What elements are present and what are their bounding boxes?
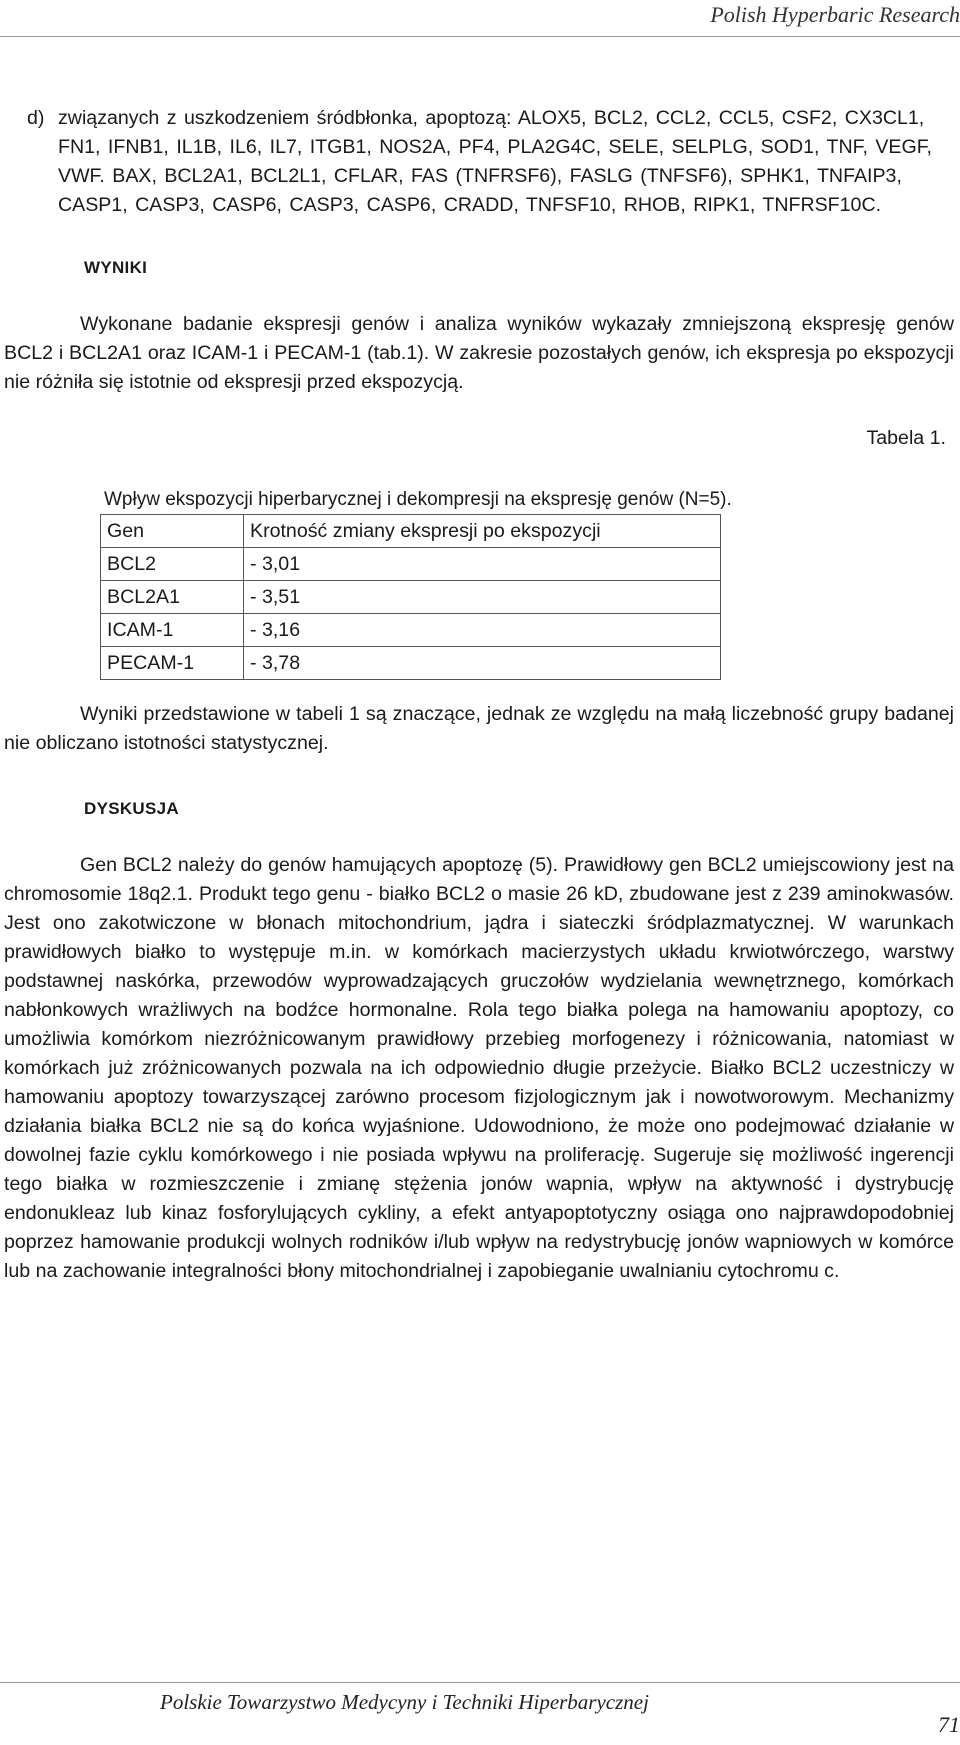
- fold-change-cell: - 3,01: [244, 548, 721, 581]
- gene-cell: PECAM-1: [101, 647, 244, 680]
- table-caption: Wpływ ekspozycji hiperbarycznej i dekompresji na ekspresję genów (N=5).: [104, 489, 732, 510]
- footer-journal-name: Polskie Towarzystwo Medycyny i Techniki Hiperbarycznej: [160, 1690, 649, 1714]
- footer-rule: [0, 1682, 960, 1683]
- fold-change-cell: - 3,16: [244, 614, 721, 647]
- table-label: Tabela 1.: [866, 427, 946, 449]
- page-number: 71: [938, 1712, 960, 1737]
- table-row: [101, 548, 721, 581]
- gene-cell: BCL2A1: [101, 581, 244, 614]
- section-heading-dyskusja: DYSKUSJA: [84, 799, 179, 818]
- table-row: [101, 581, 721, 614]
- wyniki-paragraph: Wykonane badanie ekspresji genów i analiza wyników wykazały zmniejszoną ekspresję genów BCL2 i BCL2A1 oraz ICAM-1 i PECAM-1 (tab.1). W zakresie pozostałych genów, ich ekspresja po ekspozycji nie różniła się istotnie od ekspresji przed ekspozycją.: [4, 313, 954, 393]
- header-rule: [0, 36, 960, 37]
- page-content: [4, 104, 954, 1286]
- gene-cell: BCL2: [101, 548, 244, 581]
- fold-change-cell: - 3,51: [244, 581, 721, 614]
- table-row: [101, 647, 721, 680]
- table-header-row: [101, 515, 721, 548]
- section-heading-wyniki: WYNIKI: [84, 258, 148, 277]
- gene-cell: ICAM-1: [101, 614, 244, 647]
- list-item-d: [4, 104, 954, 220]
- results-note-paragraph: Wyniki przedstawione w tabeli 1 są znaczące, jednak ze względu na małą liczebność grupy badanej nie obliczano istotności statystycznej.: [4, 703, 954, 754]
- fold-change-cell: - 3,78: [244, 647, 721, 680]
- running-head: Polish Hyperbaric Research: [710, 2, 960, 27]
- column-header-fold-change: Krotność zmiany ekspresji po ekspozycji: [244, 515, 721, 548]
- gene-expression-table: [100, 514, 721, 680]
- column-header-gene: Gen: [101, 515, 244, 548]
- gene-list-text: związanych z uszkodzeniem śródbłonka, apoptozą: ALOX5, BCL2, CCL2, CCL5, CSF2, CX3CL1, FN1, IFNB1, IL1B, IL6, IL7, ITGB1, NOS2A, PF4, PLA2G4C, SELE, SELPLG, SOD1, TNF, VEGF, VWF. BAX, BCL2A1, BCL2L1, CFLAR, FAS (TNFRSF6), FASLG (TNFSF6), SPHK1, TNFAIP3, CASP1, CASP3, CASP6, CASP3, CASP6, CRADD, TNFSF10, RHOB, RIPK1, TNFRSF10C.: [58, 107, 932, 216]
- list-marker: d): [27, 107, 45, 129]
- dyskusja-paragraph: Gen BCL2 należy do genów hamujących apoptozę (5). Prawidłowy gen BCL2 umiejscowiony jest na chromosomie 18q2.1. Produkt tego genu - białko BCL2 o masie 26 kD, zbudowane jest z 239 aminokwasów. Jest ono zakotwiczone w błonach mitochondrium, jądra i siateczki śródplazmatycznej. W warunkach prawidłowych białko to występuje m.in. w komórkach macierzystych układu krwiotwórczego, warstwy podstawnej naskórka, przewodów wyprowadzających gruczołów wydzielania wewnętrznego, komórkach nabłonkowych wrażliwych na bodźce hormonalne. Rola tego białka polega na hamowaniu apoptozy, co umożliwia komórkom niezróżnicowanym prawidłowy przebieg morfogenezy i różnicowania, natomiast w komórkach już zróżnicowanych pozwala na ich odpowiednio długie przeżycie. Białko BCL2 uczestniczy w hamowaniu apoptozy towarzyszącej zarówno procesom fizjologicznym jak i nowotworowym. Mechanizmy działania białka BCL2 nie są do końca wyjaśnione. Udowodniono, że może ono podejmować działanie w dowolnej fazie cyklu komórkowego i nie posiada wpływu na proliferację. Sugeruje się możliwość ingerencji tego białka w rozmieszczenie i zmianę stężenia jonów wapnia, wpływ na aktywność i dystrybucję endonukleaz lub kinaz fosforylujących cykliny, a efekt antyapoptotyczny osiąga ono najprawdopodobniej poprzez hamowanie produkcji wolnych rodników i/lub wpływ na redystrybucję jonów wapniowych w komórce lub na zachowanie integralności błony mitochondrialnej i zapobieganie uwalnianiu cytochromu c.: [4, 854, 954, 1282]
- table-row: [101, 614, 721, 647]
